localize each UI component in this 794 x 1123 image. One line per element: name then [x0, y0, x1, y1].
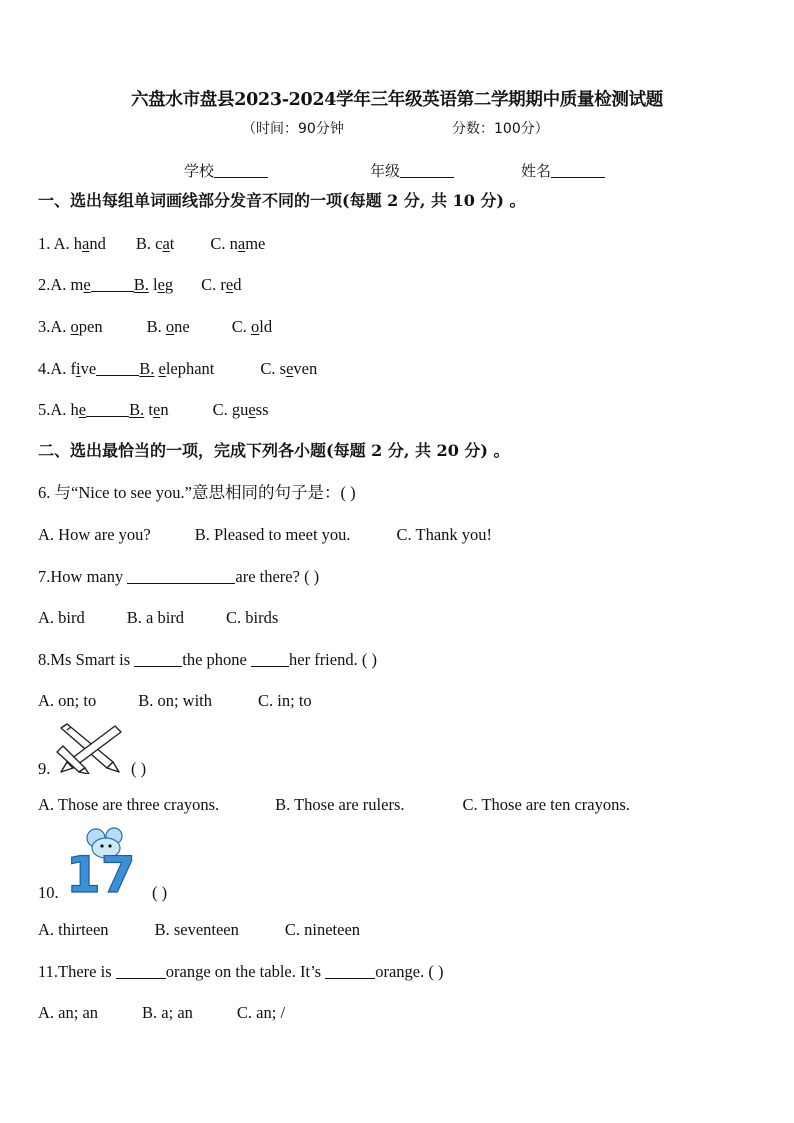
q5-number: 5.A. h [38, 400, 79, 419]
q8-blank-2[interactable] [251, 651, 289, 667]
question-7-stem [38, 566, 319, 588]
question-5 [38, 399, 269, 421]
q4-b-underlined: e [158, 359, 166, 378]
q3-b-post: ne [174, 317, 190, 336]
q4-c-pre: C. s [260, 359, 287, 378]
mouse-number-17-icon [62, 826, 142, 896]
time-label: （时间：90分钟 [242, 121, 344, 137]
question-11-options [38, 1002, 285, 1024]
q11-blank-1[interactable] [116, 963, 166, 979]
q4-a-post: ve [80, 359, 97, 378]
q3-c-underlined: o [250, 317, 260, 336]
q11-blank-2[interactable] [325, 963, 375, 979]
score-label: 分数：100分） [452, 121, 549, 137]
q2-a-underlined: e [83, 275, 91, 294]
q5-a-underlined: e [78, 400, 87, 419]
q3-b-pre: B. [146, 317, 166, 336]
q8-blank-1[interactable] [134, 651, 182, 667]
q5-b-pre: t [144, 400, 153, 419]
q11-stem-post: orange. ( ) [375, 962, 444, 981]
q3-a-post: pen [78, 317, 103, 336]
q4-number: 4.A. f [38, 359, 77, 378]
q8-stem-pre: 8.Ms Smart is [38, 650, 135, 669]
question-4 [38, 358, 317, 380]
question-8-stem [38, 649, 377, 671]
q8-option-a[interactable]: A. on; to [38, 691, 97, 710]
q11-option-b[interactable]: B. a; an [142, 1003, 193, 1022]
school-field [184, 160, 268, 181]
question-3 [38, 316, 272, 338]
q7-stem-pre: 7.How many [38, 567, 128, 586]
grade-field [370, 160, 454, 181]
q4-c-post: ven [293, 359, 318, 378]
q6-option-c[interactable]: C. Thank you! [396, 525, 493, 544]
q3-b-underlined: o [165, 317, 175, 336]
crayons-icon [55, 722, 123, 774]
q1-b-post: t [169, 234, 175, 253]
q2-b-underlined: e [157, 275, 165, 294]
q2-b-post: g [164, 275, 174, 294]
question-11-stem [38, 961, 443, 983]
q9-option-a[interactable]: A. Those are three crayons. [38, 795, 220, 814]
name-label: 姓名 [521, 162, 552, 180]
question-1 [38, 233, 265, 255]
grade-blank[interactable] [400, 163, 454, 178]
school-blank[interactable] [214, 163, 268, 178]
q2-c-underlined: e [225, 275, 234, 294]
q1-c-pre: C. n [210, 234, 238, 253]
q1-b-pre: B. c [135, 234, 163, 253]
section1-heading: 一、选出每组单词画线部分发音不同的一项(每题 2 分, 共 10 分) 。 [38, 191, 526, 210]
q1-a-post: nd [89, 234, 106, 253]
q10-option-a[interactable]: A. thirteen [38, 920, 109, 939]
question-7-options [38, 607, 278, 629]
question-6-stem: 6. 与“Nice to see you.”意思相同的句子是：( ) [38, 483, 356, 502]
q8-stem-post: her friend. ( ) [289, 650, 377, 669]
q10-option-b[interactable]: B. seventeen [154, 920, 239, 939]
q8-option-c[interactable]: C. in; to [258, 691, 312, 710]
section2-heading: 二、选出最恰当的一项，完成下列各小题(每题 2 分, 共 20 分) 。 [38, 441, 510, 460]
image-number-17: 17 [66, 846, 136, 896]
q5-b-label: B. [129, 400, 145, 419]
q1-c-underlined: a [237, 234, 246, 253]
q1-a-underlined: a [82, 234, 90, 253]
q3-c-post: ld [259, 317, 273, 336]
q4-a-underlined: i [76, 359, 81, 378]
q10-answer-paren[interactable]: ( ) [152, 883, 168, 902]
q7-stem-post: are there? ( ) [235, 567, 320, 586]
q7-option-b[interactable]: B. a bird [126, 608, 185, 627]
q5-c-underlined: e [248, 400, 256, 419]
question-6-options [38, 524, 492, 546]
q5-c-pre: C. gu [212, 400, 249, 419]
name-blank[interactable] [551, 163, 605, 178]
q2-c-post: d [233, 275, 242, 294]
q4-b-post: lephant [165, 359, 215, 378]
question-8-options [38, 690, 312, 712]
q4-b-label: B. [139, 359, 155, 378]
q1-number: 1. A. [38, 234, 74, 253]
q5-c-post: ss [255, 400, 269, 419]
q2-c-pre: C. r [201, 275, 226, 294]
q6-option-a[interactable]: A. How are you? [38, 525, 151, 544]
question-2 [38, 274, 241, 296]
q4-blank [96, 360, 139, 376]
q5-b-post: n [160, 400, 169, 419]
q1-b-underlined: a [162, 234, 170, 253]
grade-label: 年级 [370, 162, 401, 180]
q11-option-a[interactable]: A. an; an [38, 1003, 99, 1022]
question-9-options [38, 794, 630, 816]
q2-number: 2.A. m [38, 275, 84, 294]
exam-title: 六盘水市盘县2023-2024学年三年级英语第二学期期中质量检测试题 [131, 90, 663, 110]
q4-c-underlined: e [286, 359, 294, 378]
q8-stem-mid: the phone [182, 650, 251, 669]
q5-blank [86, 401, 129, 417]
q5-b-underlined: e [152, 400, 161, 419]
q11-stem-pre: 11.There is [38, 962, 116, 981]
q7-blank[interactable] [127, 568, 235, 584]
q9-option-b[interactable]: B. Those are rulers. [275, 795, 405, 814]
q6-option-b[interactable]: B. Pleased to meet you. [194, 525, 351, 544]
q10-option-c[interactable]: C. nineteen [284, 920, 361, 939]
q7-option-a[interactable]: A. bird [38, 608, 85, 627]
q1-a-pre: h [73, 234, 83, 253]
q2-b-pre: l [148, 275, 158, 294]
question-9-number: 9. [38, 759, 51, 778]
q8-option-b[interactable]: B. on; with [138, 691, 213, 710]
q2-blank [91, 276, 134, 292]
q11-option-c[interactable]: C. an; / [236, 1003, 286, 1022]
q3-c-pre: C. [231, 317, 251, 336]
q2-b-label: B. [133, 275, 149, 294]
q7-option-c[interactable]: C. birds [226, 608, 279, 627]
q9-option-c[interactable]: C. Those are ten crayons. [462, 795, 630, 814]
question-10-options [38, 919, 360, 941]
q11-stem-mid: orange on the table. It’s [165, 962, 326, 981]
q3-a-underlined: o [70, 317, 79, 336]
name-field [521, 160, 605, 181]
question-10-number: 10. [38, 883, 59, 902]
q1-c-post: me [245, 234, 266, 253]
q3-number: 3.A. [38, 317, 71, 336]
q9-answer-paren[interactable]: ( ) [131, 759, 147, 778]
school-label: 学校 [184, 162, 215, 180]
